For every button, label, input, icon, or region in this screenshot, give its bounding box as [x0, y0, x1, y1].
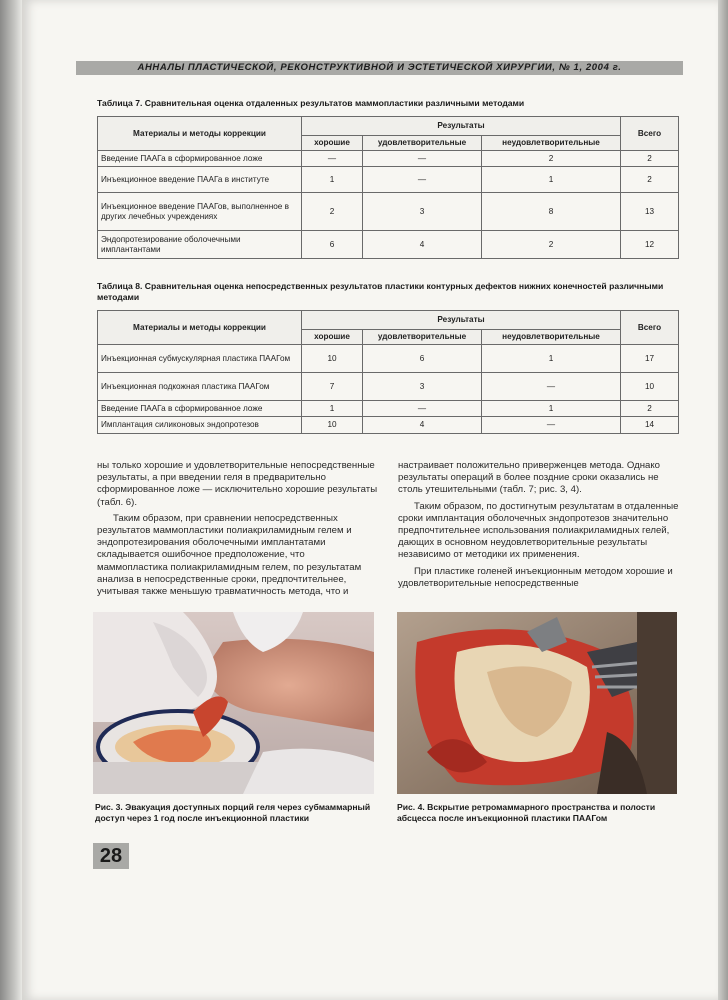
table-cell-good: — — [302, 151, 363, 167]
body-text-left — [97, 460, 378, 598]
table-cell-total: 2 — [621, 167, 679, 193]
table-cell-method: Введение ПААГа в сформированное ложе — [98, 151, 302, 167]
table7-header-total: Всего — [621, 117, 679, 151]
table-cell-unsatisfactory: — — [482, 417, 621, 434]
table-cell-unsatisfactory: 1 — [482, 167, 621, 193]
table7-header-good: хорошие — [302, 136, 363, 151]
table7-header-methods: Материалы и методы коррекции — [98, 117, 302, 151]
table7-header-unsatisfactory: неудовлетворительные — [482, 136, 621, 151]
table-cell-method: Инъекционная подкожная пластика ПААГом — [98, 373, 302, 401]
table-cell-good: 2 — [302, 193, 363, 231]
table-cell-method: Введение ПААГа в сформированное ложе — [98, 401, 302, 417]
paragraph: ны только хорошие и удовлетворительные непосредственные результаты, а при введении геля в предварительно сформированное ложе — исключительно хорошие результаты (табл. 6). — [97, 460, 378, 508]
table7-header-satisfactory: удовлетворительные — [363, 136, 482, 151]
table-cell-good: 1 — [302, 167, 363, 193]
table-cell-satisfactory: — — [363, 401, 482, 417]
paragraph: Таким образом, по достигнутым результатам в отдаленные сроки имплантация оболочечных эндопротезов значительно предпочтительнее использования полиакриламидных гелей, дающих в основном неудовлетворительные результаты независимо от методики их применения. — [398, 500, 679, 561]
table7 — [97, 116, 679, 259]
paragraph: настраивает положительно приверженцев метода. Однако результаты операций в более поздние сроки оказались не столь утешительными (табл. 7; рис. 3, 4). — [398, 460, 660, 496]
journal-header: АННАЛЫ ПЛАСТИЧЕСКОЙ, РЕКОНСТРУКТИВНОЙ И ЭСТЕТИЧЕСКОЙ ХИРУРГИИ, № 1, 2004 г. — [76, 61, 683, 75]
table-cell-satisfactory: 4 — [363, 231, 482, 259]
table-row — [98, 345, 679, 373]
table-cell-method: Эндопротезирование оболочечными имплантантами — [98, 231, 302, 259]
table-cell-good: 7 — [302, 373, 363, 401]
table-row — [98, 167, 679, 193]
table8-header-total: Всего — [621, 311, 679, 345]
table-cell-total: 10 — [621, 373, 679, 401]
table-row — [98, 193, 679, 231]
table8-header-methods: Материалы и методы коррекции — [98, 311, 302, 345]
paragraph: Таким образом, при сравнении непосредственных результатов маммопластики полиакриламидным гелем и эндопротезирования оболочечными имплантатами складывается ошибочное предположение, что маммопластика полиакриламидным гелем, по результатам анализа в непосредственные сроки, предпочтительнее, учитывая также меньшую травматичность метода, что и — [97, 512, 362, 598]
figure-4-photo — [397, 612, 677, 794]
table-row — [98, 401, 679, 417]
table8-header-results: Результаты — [302, 311, 621, 330]
table-cell-total: 14 — [621, 417, 679, 434]
table-cell-unsatisfactory: 1 — [482, 401, 621, 417]
table-cell-method: Инъекционная субмускулярная пластика ПААГом — [98, 345, 302, 373]
table-cell-good: 10 — [302, 417, 363, 434]
figure-3-caption: Рис. 3. Эвакуация доступных порций геля через субмаммарный доступ через 1 год после инъекционной пластики — [95, 802, 371, 823]
table-cell-total: 2 — [621, 401, 679, 417]
table-cell-satisfactory: 6 — [363, 345, 482, 373]
table-cell-satisfactory: 3 — [363, 373, 482, 401]
table7-caption: Таблица 7. Сравнительная оценка отдаленных результатов маммопластики различными методами — [97, 98, 525, 108]
table-cell-unsatisfactory: 2 — [482, 151, 621, 167]
table-cell-unsatisfactory: 1 — [482, 345, 621, 373]
table7-header-results: Результаты — [302, 117, 621, 136]
table-cell-satisfactory: — — [363, 167, 482, 193]
table-cell-good: 6 — [302, 231, 363, 259]
table-cell-satisfactory: — — [363, 151, 482, 167]
body-text-right — [398, 460, 680, 590]
table-cell-total: 2 — [621, 151, 679, 167]
table8 — [97, 310, 679, 434]
table-row — [98, 231, 679, 259]
binding-shadow — [0, 0, 22, 1000]
table-cell-total: 12 — [621, 231, 679, 259]
table-row — [98, 373, 679, 401]
page-number: 28 — [93, 843, 129, 869]
table-cell-unsatisfactory: — — [482, 373, 621, 401]
table-cell-unsatisfactory: 2 — [482, 231, 621, 259]
table-cell-method: Имплантация силиконовых эндопротезов — [98, 417, 302, 434]
table8-header-unsatisfactory: неудовлетворительные — [482, 330, 621, 345]
table-row — [98, 151, 679, 167]
table-cell-total: 13 — [621, 193, 679, 231]
table-cell-satisfactory: 4 — [363, 417, 482, 434]
table-cell-total: 17 — [621, 345, 679, 373]
table8-caption: Таблица 8. Сравнительная оценка непосредственных результатов пластики контурных дефектов нижних конечностей различными методами — [97, 281, 664, 302]
table-cell-method: Инъекционное введение ПААГа в институте — [98, 167, 302, 193]
paragraph: При пластике голеней инъекционным методом хорошие и удовлетворительные непосредственные — [398, 565, 673, 589]
page-edge — [718, 0, 728, 1000]
figure-3-photo — [93, 612, 374, 794]
table-cell-satisfactory: 3 — [363, 193, 482, 231]
table-row — [98, 417, 679, 434]
figure-4-caption: Рис. 4. Вскрытие ретромаммарного пространства и полости абсцесса после инъекционной пластики ПААГом — [397, 802, 656, 823]
table-cell-good: 1 — [302, 401, 363, 417]
table8-header-good: хорошие — [302, 330, 363, 345]
table-cell-method: Инъекционное введение ПААГов, выполненное в других лечебных учреждениях — [98, 193, 302, 231]
table-cell-good: 10 — [302, 345, 363, 373]
table8-header-satisfactory: удовлетворительные — [363, 330, 482, 345]
table-cell-unsatisfactory: 8 — [482, 193, 621, 231]
